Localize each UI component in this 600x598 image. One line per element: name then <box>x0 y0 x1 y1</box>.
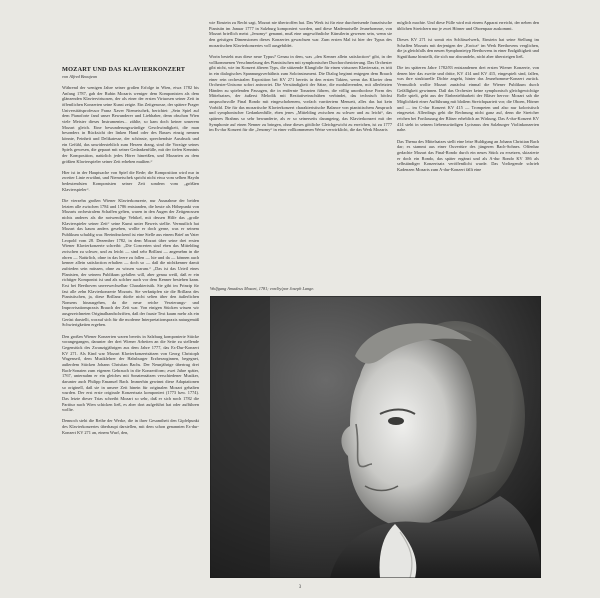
paragraph: Dennoch steht die Reihe der Werke, die in ihrer Gesamtheit den Gipfelpunkt des Klavierkonzertes überhaupt darstellen, mit dem schon genannten Es-dur-Konzert KV 271 an, einem Wurf, den, <box>62 418 199 435</box>
paragraph: Worin besteht nun diese neue Typus? Genau in dem, was „den Kenner allein satisfaction“ gibt, in der vollkommenen Verschmelzung des Pianistischen mit symphonischer Durchorchestrierung. Das Orchester gibt nicht, wie im Konzert älteren Typs, die stützende Klangfolie für einen virtuosen Klaviersatz, es tritt in ein dialogisches Spannungsverhältnis zum Soloinstrument. Die Dialog beginnt entgegen dem Brauch einer rein orchestralen Exposition bei KV 271 bereits in den ersten Takten, wenn das Klavier dem Orchester-Unisono sofort antwortet. Die Verständigkeit der Sätze, die modulierenden, mit allerletzten Händen zu spielenden Passagen, die in entfernte Tonarten führen, die völlig unorthodoxe Form des Mittelsatzes, der äußerst Melodik mit Rezitativeinschüben verbindet, das technisch höchst anspruchsvolle Final Rondo mit eingeschobenem, vorfach varriiertem Menuett, alles das hat kein Vorbild. Die für das mozartische Klavierkonzert charakteristische Balance von pianistischem Anspruch und symphonischer Gedankenfülle, eben jenes „Mittelding zwischen zu schwer und zu leicht“, das späteres Brahms so sehr bewunderte, als er so seinerseits darangeing, das Klavierkonzert mit der Symphonie auf einen Nenner zu bringen, ohne dieses göttliche Gleichgewicht zu erreichen, ist zu 1777 im Es-dur Konzert für die „Jenomy“ in einer vollkommenen Weise verwirklicht, die das Werk Mozarts <box>209 53 392 133</box>
paragraph: Während der wenigen Jahre seiner großen Erfolge in Wien, etwa 1782 bis Anfang 1787, gab der Rubin Mozarts weniger dem Komponisten als dem glänzenden Klaviervirtuosen, der als einer der ersten Virtuosen seiner Zeit in öffentlichen Konzerten seine Kunst zeigte. Ein Zeitgenosse, der spätere Prager Universitätsprofessor Franz Xaver Niemetschek, berichtet: „Sein Spiel auf dem Pianoforte fand unser Bewunderer und Liebhaber, denn obschon Wien viele Meister dieses Instrumentes... zählte, so kam doch keiner unserem Mozart gleich. Eine bewunderungswürdige Geschwindigkeit, die man besonders in Rücksicht der linken Hand oder des Basses einzig nennen könnte, Feinheit und Delikatesse, der schönste, sprechendste Ausdruck und ein Gefühl, das unwiderstehlich zum Herzen drang, sind die Vorzüge seines Spiels gewesen, die gepaart mit seiner Gedankenfülle, mit der tiefen Kenntnis der Komposition, natürlich jedes Hörer hinreißen, und Mozarten zu dem größten Klavierspieler seiner Zeit erheben mußten.“ <box>62 85 199 164</box>
paragraph: möglich machte. Und diese Fülle wird mit einem Apparat erreicht, der neben den üblichen Streichern nur je zwei Hörner und Oboenpaar auskommt. <box>397 20 539 31</box>
column-1 <box>62 66 199 581</box>
paragraph: Hier ist in der Hauptsache von Spiel die Rede; die Komposition wird nur in zweiter Linie erwähnt, und Niemetschek spricht nicht etwa vom selben Haydn bedeutendsten Komponisten seiner Zeit sondern vom „größten Klavierspieler“. <box>62 169 199 192</box>
paragraph: Die vierzehn großen Wiener Klavierkonzerte, nur Ausnahme der beiden letzten alle zwischen 1784 und 1786 entstanden, die heute als Höhepunkt von Mozarts orchestralem Schaffen gelten, waren in den Augen der Zeitgenossen nichts anderes als die notwendige Vehikel, mit dessen Hilfe das „große Klavierspieler seiner Zeit“ seine Kunst unter Beweis stellte. Vermutlich hat Mozart das kaum anders gesehen, wollte er doch gerne, was er seinem Publikum schuldig war. Beeindruckend ist eine Stelle aus einem Brief an Vater Leopold vom 28. Dezember 1782, in dem Mozart über seine drei ersten Wiener Klavierkonzerte schreibt: „Die Concerten sind eben das Mittelding zwischen zu schwer, und zu leicht — sind sehr Brillant — angenehm in die ohren — Natürlich, ohne in das leere zu fallen — hie und da — können auch kenner allein satisfaction erhalten — doch so — daß die nichtkenner damit zufrieden sein müssen, ohne zu wissen warum.“ „Das ist das Urteil eines Planisten, der seinem Publikum gefallen will, aber genau weiß, daß er ein richtiger Komponist ist und als solcher auch vor dem Kenner bestehen kann. Erst bei Beethoven unverwechselbar Charakteristik. Sie gibt im Prinzip für fast alle zehn Klavierkonzerte Mozarts. Sie verknüpfen sie die Brillanz des Pianistischen, ja, diese Brillanz dürfte nicht selten über den äußerlichen Nonsens hinausgehen, da die neue reiche Verzierungs- und Improvisationspraxis Brauch der Zeit war. Von einigen Stücken wissen wir ausgezeichneten Originalhandschriften, daß der fauste Text kaum mehr als ein Gerüst darstellt, worauf sich für die moderne Interpretationspraxis naturgemäß Schwierigkeiten ergeben. <box>62 198 199 328</box>
portrait-drawing <box>210 296 541 578</box>
paragraph: wie Einstein zu Recht sagt, Mozart nie übertroffen hat. Das Werk ist für eine durchreisende französische Pianistin im Januar 1777 in Salzburg komponiert worden, und diese Mademoiselle Jeunehomme, von Mozart brieflich meist „Jenomy“ genannt, muß eine ungewöhnliche Künstlerin gewesen sein, wenn sie den geistigen Dimensionen dieses Konzertes gewachsen war. Zum ersten Mal ist hier der Typus des mozartischen Klavierkonzertes voll ausgebildet. <box>209 20 392 48</box>
article-title: MOZART UND DAS KLAVIERKONZERT <box>62 66 186 73</box>
portrait-caption: Wolfgang Amadeus Mozart, 1781; von/by/par Joseph Lange. <box>210 286 315 291</box>
paragraph: Das Thema des Mittelsatzes stellt eine leise Huldigung an Johann Christian Bach dar; es stammt aus einer Ouvertüre des jüngeren Bach-Sohnes. Offenbar gedachte Mozart das Final-Rondo durch ein neues Stück zu ersetzen, skizzierte er doch ein Rondo, das später ergänzt und als A-dur Rondo KV 386 als selbständiger Konzertsatz veröffentlicht wurde. Das Vorliegende schrieb Kadenzen Mozarts zum A-dur-Konzert fällt eine <box>397 138 539 172</box>
paragraph: Die im späteren Jahre 1782/83 entstandenen drei ersten Wiener Konzerte, von denen hier das zweite und dritte, KV 414 und KV 415, eingespielt sind, fallen, was ihre strukturelle Dichte angeht, hinter das Jeunehomme-Konzert zurück. Vermutlich wollte Mozart zunächst einmal die Wiener Publikum durch Gefälligkeit gewinnen. Daß das Orchester keine symphonisch gleichgewichtige Rolle spielt, geht aus der Einbeziehbarkeit der Bläser hervor: Mozart sah die Möglichkeit einer Aufführung mit bloßem Streichquartett vor; die Oboen, Hörner und — im C-dur Konzert KV 415 — Trompeten und also nur koloristisch eingesetzt. Allerdings geht die Rechnung nicht ganz auf, denn die Streicher reichen bei Fortlassung der Bläser erheblich an Wirkung. Das A-dur-Konzert KV 414 steht in seinem liebenswürdigen Lyrismus den Salzburger Violinkonzerten nahe. <box>397 65 539 133</box>
column-3 <box>397 20 539 300</box>
article-byline: von Alfred Beaujean <box>62 74 98 79</box>
paragraph: Den großen Wiener Konzerten waren bereits in Salzburg komponierte Stücke vorangegangen, darunter der drei Wiener Arbeiten an die Seite zu stellende Gegenstück des Zwanzigjährigen aus dem Jahre 1777, das Es-Dur-Konzert KV 271. Als Kind war Mozart Klavierkonzertsätzen von Georg Christoph Wagenseil, dem Musiklehrer der Habsburger Erzherzoginnen, begegnet, außerdem Stücken Johann Christian Bachs. Der Neunjährige übertrug drei Bach-Sonaten zum eigenen Gebrauch in die Konzertform; zwei Jahre später, 1767, unternahm er ein gleiches mit Sonatensätzen verschiedener Musiker, darunter auch Philipp Emanuel Bach. Immerhin gewinnt diese Adaptationen so originell, daß sie in unsere Zeit hinein für originalen Mozart gehalten wurden. Der erst erste originale Konzertsatz komponiert (1773 bzw. 1774). Das letzte dieser Trias schreibt Mozart so sehr, daß er sich noch 1782 die Partitur nach Wien schicken ließ, es aber dort aufgeführt hat oder aufführen wollte. <box>62 333 199 413</box>
mozart-portrait-image <box>210 296 541 578</box>
page-number: 3 <box>298 585 302 590</box>
paragraph: Dieses KV 271 ist somit ein Schlüsselwerk, Einstein hat seine Stellung im Schaffen Mozarts mit derjenigen der „Eroica“ im Werk Beethovens verglichen, die ja gleichfalls den neuen Symphonietyp Beethovens in einer Endgültigkeit und Signifikanz hinstellt, die sich nur abwandeln, nicht aber übersteigen ließ. <box>397 36 539 59</box>
column-2 <box>209 20 392 300</box>
